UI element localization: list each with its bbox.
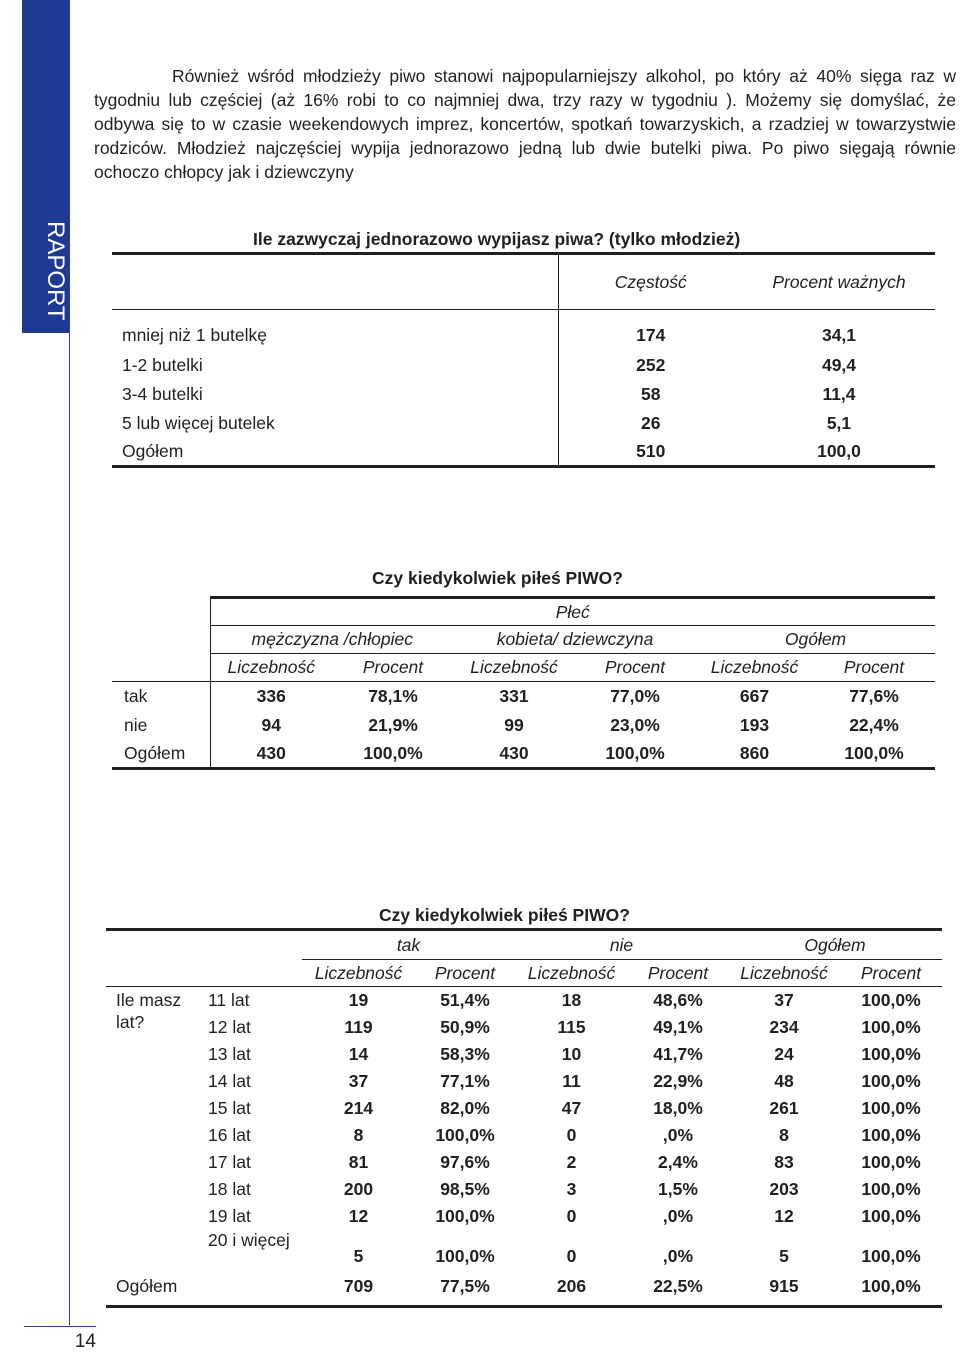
- table-cell: 203: [769, 1178, 799, 1199]
- table2-col: Liczebność: [696, 654, 813, 682]
- cell-frequency: 510: [558, 438, 743, 467]
- table-cell: 430: [454, 740, 574, 769]
- cell-frequency: 26: [641, 412, 661, 433]
- table-cell: 77,0%: [610, 685, 660, 706]
- table-cell: 77,5%: [415, 1269, 515, 1307]
- table2-group-header: Płeć: [210, 598, 935, 626]
- row-label: 5 lub więcej butelek: [112, 409, 558, 438]
- table2: [112, 596, 935, 770]
- table-cell: 100,0%: [332, 740, 454, 769]
- cell-percent: 100,0: [743, 438, 935, 467]
- table-cell: 5: [353, 1245, 364, 1266]
- row-label: 11 lat: [208, 989, 250, 1010]
- cell-percent: 5,1: [826, 412, 852, 433]
- table-cell: ,0%: [662, 1205, 694, 1226]
- row-label: nie: [112, 711, 210, 740]
- table-cell: 18,0%: [653, 1097, 703, 1118]
- table-cell: 100,0%: [861, 1124, 921, 1145]
- table-cell: 261: [769, 1097, 799, 1118]
- table-cell: 234: [769, 1016, 799, 1037]
- table-cell: 18: [561, 989, 582, 1010]
- table-cell: 193: [739, 714, 770, 735]
- cell-frequency: 174: [636, 324, 666, 345]
- table-cell: 37: [774, 989, 794, 1010]
- table-cell: 97,6%: [440, 1151, 490, 1172]
- table1-col-freq: Częstość: [558, 254, 743, 310]
- row-label: mniej niż 1 butelkę: [112, 310, 558, 351]
- table-row: [112, 380, 935, 409]
- table-cell: 8: [779, 1124, 789, 1145]
- table-cell: 51,4%: [440, 989, 490, 1010]
- intro-paragraph: [94, 64, 956, 184]
- table-cell: 78,1%: [368, 685, 418, 706]
- table-cell: 49,1%: [653, 1016, 703, 1037]
- table-cell: 100,0%: [861, 1070, 921, 1091]
- table2-title: Czy kiedykolwiek piłeś PIWO?: [372, 568, 623, 588]
- table-cell: 19: [348, 989, 369, 1010]
- table-row: [112, 711, 935, 740]
- table-cell: 1,5%: [658, 1178, 698, 1199]
- table-row: [106, 1041, 942, 1068]
- table-cell: 100,0%: [861, 1205, 921, 1226]
- table-cell: 50,9%: [440, 1016, 490, 1037]
- table2-col: Procent: [574, 654, 696, 682]
- table-cell: 77,6%: [849, 685, 899, 706]
- table-cell: 0: [566, 1124, 577, 1145]
- table1-title: Ile zazwyczaj jednorazowo wypijasz piwa? (tylko młodzież): [253, 229, 741, 249]
- table-cell: 5: [779, 1245, 789, 1266]
- table-cell: 200: [343, 1178, 374, 1199]
- table-cell: 430: [210, 740, 332, 769]
- row-group-label: Ile masz lat?: [116, 990, 182, 1032]
- table-cell: 12: [774, 1205, 794, 1226]
- section-label: RAPORT: [42, 221, 69, 321]
- table-cell: 331: [499, 685, 529, 706]
- table3-group-yes: tak: [302, 930, 515, 960]
- table3-col: Procent: [840, 960, 942, 987]
- table-cell: 99: [504, 714, 524, 735]
- table-cell: 2: [566, 1151, 577, 1172]
- row-label: 13 lat: [208, 1043, 251, 1064]
- sidebar: [22, 0, 70, 1325]
- table-cell: 915: [728, 1269, 840, 1307]
- table-row: [106, 1014, 942, 1041]
- table-cell: 98,5%: [440, 1178, 490, 1199]
- table-cell: 100,0%: [861, 989, 921, 1010]
- table-cell: 100,0%: [840, 1269, 942, 1307]
- table3-col: Liczebność: [728, 960, 840, 987]
- table-cell: 709: [302, 1269, 415, 1307]
- row-label: 15 lat: [208, 1097, 251, 1118]
- cell-percent: 49,4: [821, 354, 857, 375]
- table-row: [112, 682, 935, 711]
- table-row: [112, 438, 935, 467]
- table-row: [106, 1122, 942, 1149]
- row-label: 18 lat: [208, 1178, 251, 1199]
- table-cell: 82,0%: [440, 1097, 490, 1118]
- table3-title: Czy kiedykolwiek piłeś PIWO?: [379, 905, 630, 925]
- table2-subgroup-total: Ogółem: [696, 626, 935, 654]
- table-cell: 100,0%: [861, 1097, 921, 1118]
- table2-subgroup-female: kobieta/ dziewczyna: [454, 626, 696, 654]
- table-cell: 47: [561, 1097, 582, 1118]
- table-cell: 100,0%: [861, 1016, 921, 1037]
- cell-percent: 11,4: [822, 383, 856, 404]
- table2-subgroup-male: mężczyzna /chłopiec: [210, 626, 454, 654]
- table-cell: 119: [344, 1016, 373, 1037]
- table-cell: 22,4%: [849, 714, 899, 735]
- table-cell: 41,7%: [653, 1043, 703, 1064]
- table-cell: ,0%: [662, 1245, 694, 1266]
- row-label: 19 lat: [208, 1205, 251, 1226]
- table-cell: 22,9%: [653, 1070, 703, 1091]
- table-row: [112, 409, 935, 438]
- table-cell: 206: [515, 1269, 628, 1307]
- table-cell: 23,0%: [610, 714, 660, 735]
- row-label: 16 lat: [208, 1124, 251, 1145]
- row-label: 1-2 butelki: [112, 351, 558, 380]
- row-label: 17 lat: [208, 1151, 251, 1172]
- table-cell: 115: [557, 1016, 586, 1037]
- table-cell: 37: [348, 1070, 369, 1091]
- table-cell: 100,0%: [574, 740, 696, 769]
- table-row: [106, 1149, 942, 1176]
- table-cell: 22,5%: [628, 1269, 728, 1307]
- table-cell: 48,6%: [653, 989, 703, 1010]
- page-number: 14: [24, 1326, 96, 1349]
- table-cell: 48: [774, 1070, 794, 1091]
- row-label: 14 lat: [208, 1070, 251, 1091]
- table2-col: Procent: [332, 654, 454, 682]
- table-cell: 83: [774, 1151, 794, 1172]
- table-cell: 24: [774, 1043, 794, 1064]
- table-row: [106, 1095, 942, 1122]
- table-cell: 8: [353, 1124, 364, 1145]
- row-label: tak: [112, 682, 210, 711]
- row-label: Ogółem: [112, 438, 558, 467]
- table-cell: 3: [566, 1178, 577, 1199]
- table-row-total: [106, 1269, 942, 1307]
- table-cell: 0: [566, 1205, 577, 1226]
- table2-col: Liczebność: [210, 654, 332, 682]
- table-cell: 100,0%: [861, 1178, 921, 1199]
- table-row: [112, 740, 935, 769]
- table-row: [106, 1068, 942, 1095]
- table-cell: 14: [348, 1043, 369, 1064]
- cell-frequency: 252: [636, 354, 666, 375]
- table2-col: Liczebność: [454, 654, 574, 682]
- table3-group-total: Ogółem: [728, 930, 942, 960]
- table3: [106, 928, 942, 1308]
- intro-text: Również wśród młodzieży piwo stanowi najpopularniejszy alkohol, po który aż 40% sięga raz w tygodniu lub częściej (aż 16% robi to co najmniej dwa, trzy razy w tygodniu ). Możemy się domyślać, że odbywa się to w czasie weekendowych imprez, koncertów, spotkań towarzyskich, a rzadziej w towarzystwie rodziców. Młodzież najczęściej wypija jednorazowo jedną lub dwie butelki piwa. Po piwo sięgają równie ochoczo chłopcy jak i dziewczyny: [94, 66, 956, 182]
- table-row: [106, 1203, 942, 1230]
- table-cell: 10: [561, 1043, 582, 1064]
- table-row: [106, 1230, 942, 1269]
- row-label: 3-4 butelki: [112, 380, 558, 409]
- row-label: Ogółem: [112, 740, 210, 769]
- table-row: [106, 1176, 942, 1203]
- table-cell: 81: [348, 1151, 369, 1172]
- table-cell: 77,1%: [440, 1070, 490, 1091]
- table-cell: 11: [562, 1070, 581, 1091]
- table-cell: 100,0%: [435, 1245, 495, 1266]
- table-cell: 100,0%: [861, 1245, 921, 1266]
- table-cell: 214: [343, 1097, 374, 1118]
- table-cell: 860: [696, 740, 813, 769]
- table-cell: 2,4%: [658, 1151, 698, 1172]
- table-cell: 336: [256, 685, 286, 706]
- table-cell: ,0%: [662, 1124, 694, 1145]
- table-cell: 100,0%: [435, 1124, 495, 1145]
- table-cell: 667: [739, 685, 770, 706]
- row-label: 20 i więcej: [208, 1229, 290, 1250]
- row-label: 12 lat: [208, 1016, 251, 1037]
- table-row: [112, 310, 935, 351]
- table1: [112, 252, 935, 468]
- table-cell: 100,0%: [861, 1043, 921, 1064]
- table-cell: 94: [261, 714, 281, 735]
- table3-col: Procent: [628, 960, 728, 987]
- table-cell: 12: [348, 1205, 369, 1226]
- table3-col: Liczebność: [515, 960, 628, 987]
- table-cell: 100,0%: [861, 1151, 921, 1172]
- table-row: [106, 987, 942, 1014]
- table-cell: 0: [566, 1245, 577, 1266]
- table3-col: Liczebność: [302, 960, 415, 987]
- cell-frequency: 58: [641, 383, 661, 404]
- table2-col: Procent: [813, 654, 935, 682]
- table3-group-no: nie: [515, 930, 728, 960]
- table-row: [112, 351, 935, 380]
- table-cell: 21,9%: [368, 714, 418, 735]
- table1-col-pct: Procent ważnych: [743, 254, 935, 310]
- table-cell: 100,0%: [435, 1205, 495, 1226]
- table-cell: 100,0%: [813, 740, 935, 769]
- table-cell: 58,3%: [440, 1043, 490, 1064]
- table3-col: Procent: [415, 960, 515, 987]
- cell-percent: 34,1: [821, 324, 857, 345]
- row-label: Ogółem: [106, 1269, 302, 1307]
